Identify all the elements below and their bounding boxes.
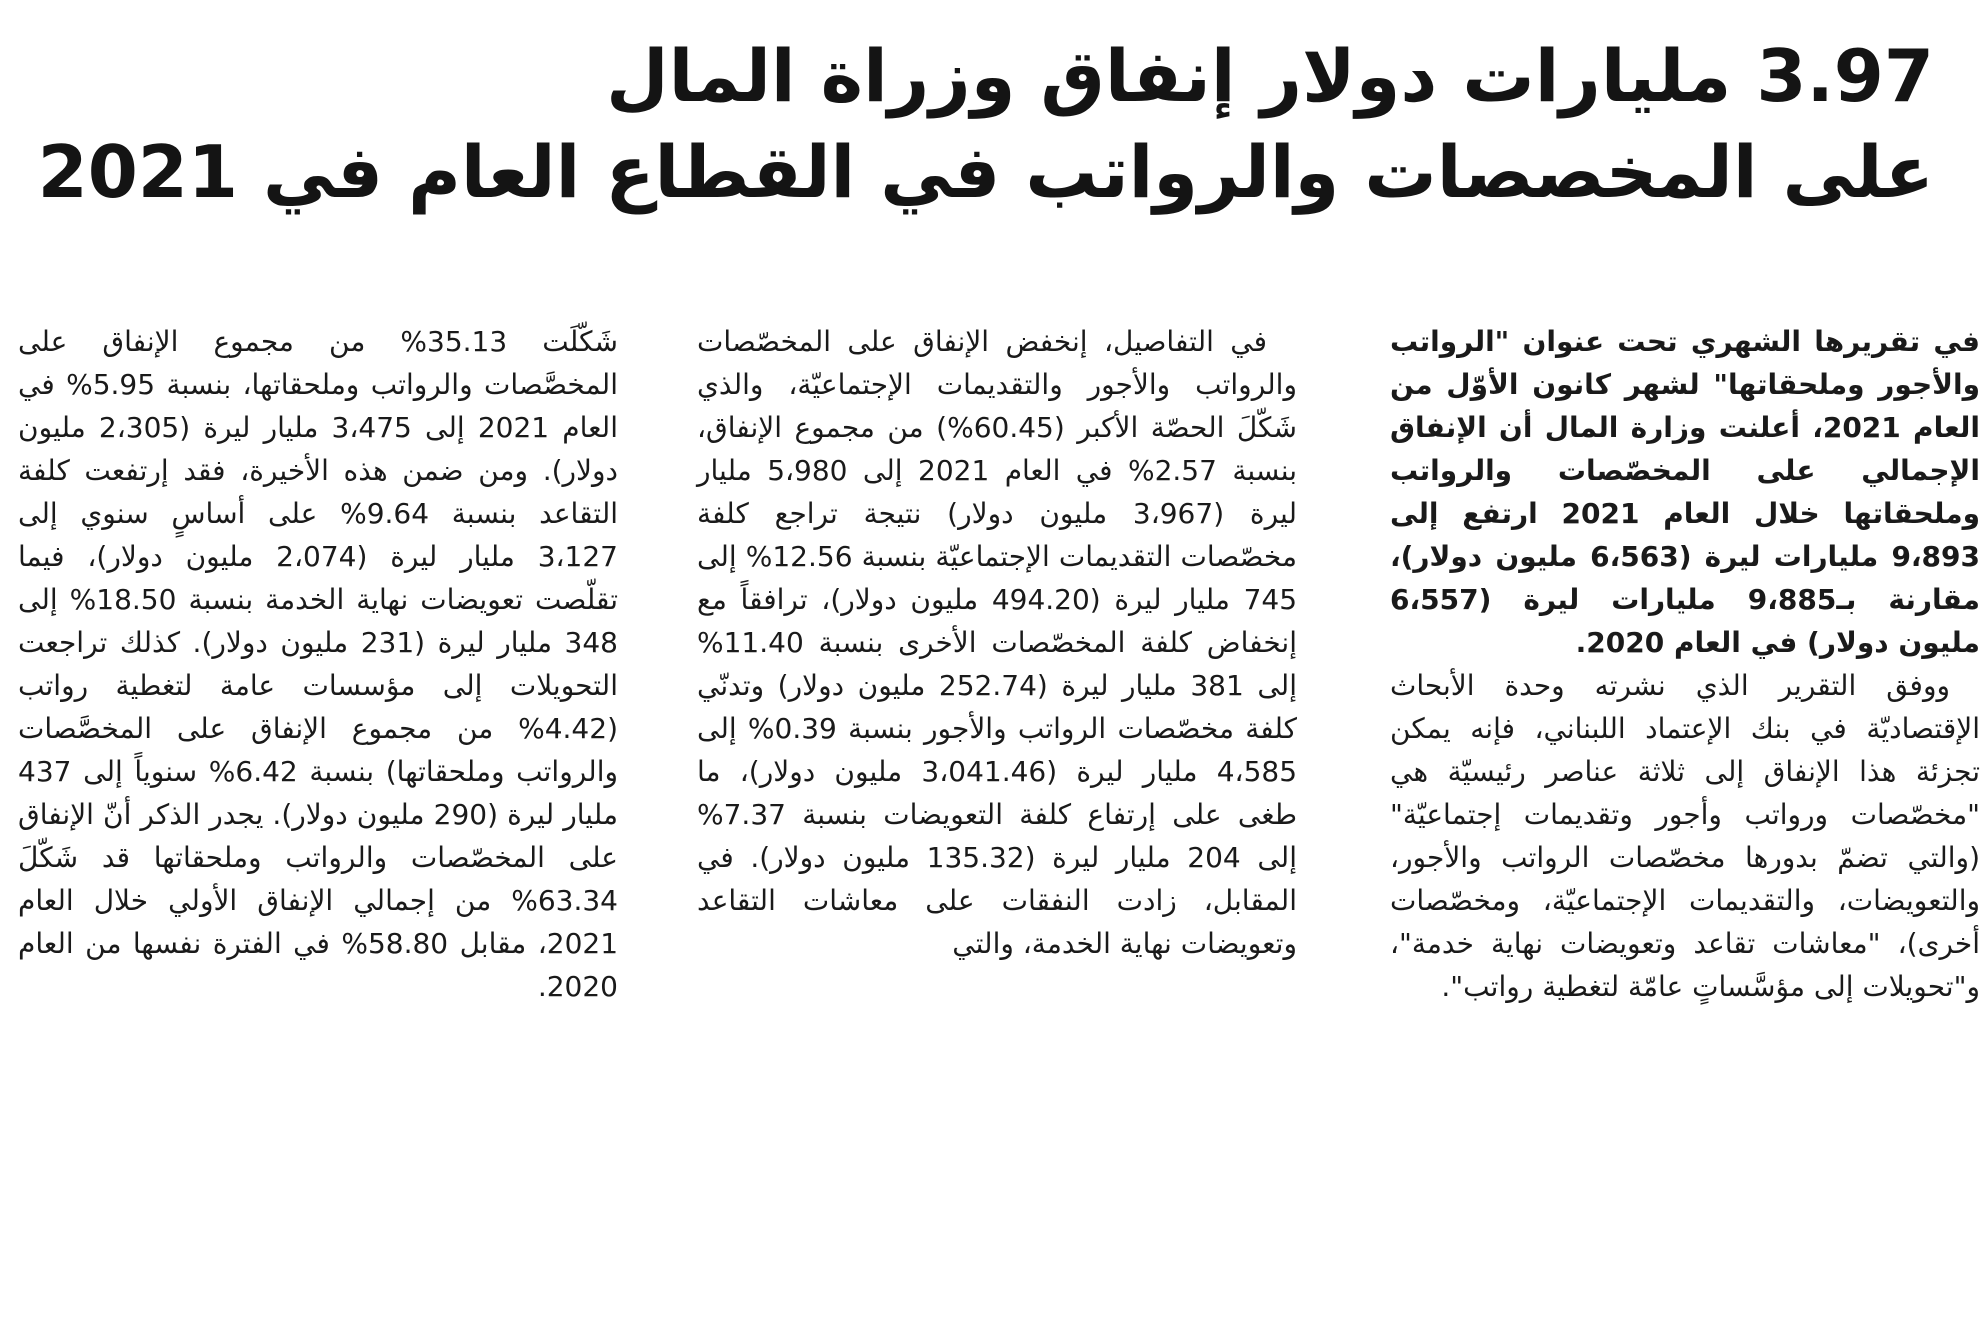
article-column-left [18, 320, 618, 1008]
column-2-paragraph-1 [697, 320, 1297, 965]
column-2-paragraph-1-text: في التفاصيل، إنخفض الإنفاق على المخصّصات والرواتب والأجور والتقديمات الإجتماعيّة، والذي شَكّلَ الحصّة الأكبر (60.45%) من مجموع الإنفاق، بنسبة 2.57% في العام 2021 إلى 5،980 مليار ليرة (3،967 مليون دولار) نتيجة تراجع كلفة مخصّصات التقديمات الإجتماعيّة بنسبة 12.56% إلى 745 مليار ليرة (494.20 مليون دولار)، ترافقاً مع إنخفاض كلفة المخصّصات الأخرى بنسبة 11.40% إلى 381 مليار ليرة (252.74 مليون دولار) وتدنّي كلفة مخصّصات الرواتب والأجور بنسبة 0.39% إلى 4،585 مليار ليرة (3،041.46 مليون دولار)، ما طغى على إرتفاع كلفة التعويضات بنسبة 7.37% إلى 204 مليار ليرة (135.32 مليون دولار). في المقابل، زادت النفقات على معاشات التقاعد وتعويضات نهاية الخدمة، والتي [697, 325, 1298, 960]
article-column-right [1390, 320, 1980, 1008]
column-1-paragraph-2-text: ووفق التقرير الذي نشرته وحدة الأبحاث الإقتصاديّة في بنك الإعتماد اللبناني، فإنه يمكن تجزئة هذا الإنفاق إلى ثلاثة عناصر رئيسيّة هي "مخصّصات ورواتب وأجور وتقديمات إجتماعيّة" (والتي تضمّ بدورها مخصّصات الرواتب والأجور، والتعويضات، والتقديمات الإجتماعيّة، ومخصّصات أخرى)، "معاشات تقاعد وتعويضات نهاية خدمة"، و"تحويلات إلى مؤسَّساتٍ عامّة لتغطية رواتب". [1390, 669, 1980, 1003]
column-3-paragraph-1: شَكّلَت 35.13% من مجموع الإنفاق على المخصَّصات والرواتب وملحقاتها، بنسبة 5.95% في العام 2021 إلى 3،475 مليار ليرة (2،305 مليون دولار). ومن ضمن هذه الأخيرة، فقد إرتفعت كلفة التقاعد بنسبة 9.64% على أساسٍ سنوي إلى 3،127 مليار ليرة (2،074 مليون دولار)، فيما تقلّصت تعويضات نهاية الخدمة بنسبة 18.50% إلى 348 مليار ليرة (231 مليون دولار). كذلك تراجعت التحويلات إلى مؤسسات عامة لتغطية رواتب (4.42% من مجموع الإنفاق على المخصَّصات والرواتب وملحقاتها) بنسبة 6.42% سنوياً إلى 437 مليار ليرة (290 مليون دولار). يجدر الذكر أنّ الإنفاق على المخصّصات والرواتب وملحقاتها قد شَكّلَ 63.34% من إجمالي الإنفاق الأولي خلال العام 2021، مقابل 58.80% في الفترة نفسها من العام 2020. [18, 325, 619, 1003]
headline-line-2: على المخصصات والرواتب في القطاع العام في 2021 [37, 130, 1934, 214]
article-headline [37, 28, 1934, 220]
column-1-paragraph-2 [1390, 664, 1980, 1008]
column-1-paragraph-1: في تقريرها الشهري تحت عنوان "الرواتب والأجور وملحقاتها" لشهر كانون الأوّل من العام 2021، أعلنت وزارة المال أن الإنفاق الإجمالي على المخصّصات والرواتب وملحقاتها خلال العام 2021 ارتفع إلى 9،893 مليارات ليرة (6،563 مليون دولار)، مقارنة بـ9،885 مليارات ليرة (6،557 مليون دولار) في العام 2020. [1390, 325, 1981, 659]
headline-line-1: 3.97 مليارات دولار إنفاق وزراة المال [606, 34, 1934, 118]
article-column-middle [697, 320, 1297, 965]
